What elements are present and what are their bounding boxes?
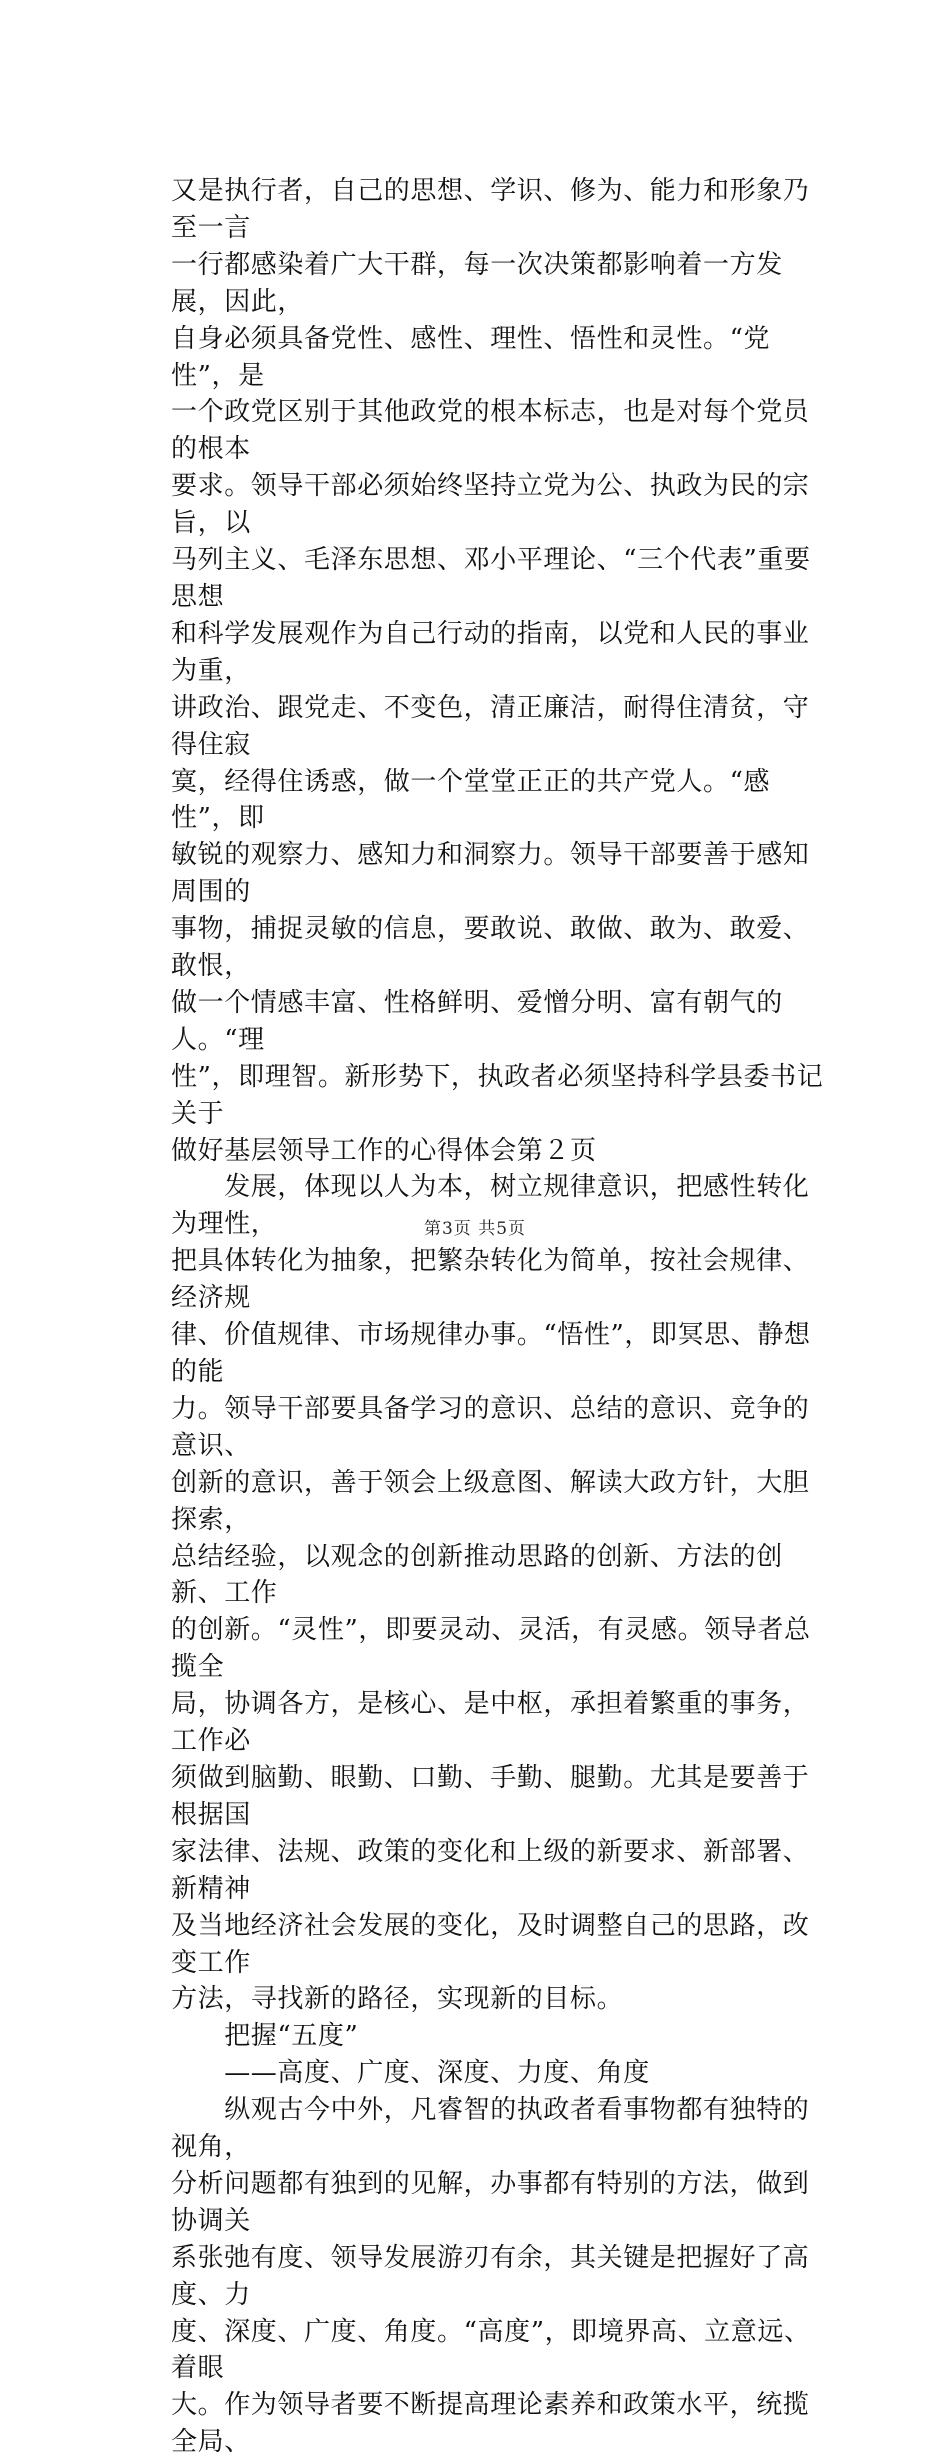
section-heading: 把握“五度” — [171, 2021, 359, 2052]
paragraph-3: 纵观古今中外，凡睿智的执政者看事物都有独特的视角， 分析问题都有独到的见解，办事都有特别的方法，做到协调关 系张弛有度、领导发展游刃有余，其关键是把握好了高度、力 度、深度、广度、角度。“高度”，即境界高、立意远、着眼 大。作为领导者要不断提高理论素养和政策水平，统揽全局、 — [171, 2095, 811, 2458]
section-subheading: ——高度、广度、深度、力度、角度 — [171, 2058, 650, 2089]
paragraph-2: 发展，体现以人为本，树立规律意识，把感性转化为理性， 把具体转化为抽象，把繁杂转化为简单，按社会规律、经济规 律、价值规律、市场规律办事。“悟性”，即冥思、静想的能 力。领导干部要具备学习的意识、总结的意识、竞争的意识、 创新的意识，善于领会上级意图、解读大政方针，大胆探索， 总结经验，以观念的创新推动思路的创新、方法的创新、工作 的创新。“灵性”，即要灵动、灵活，有灵感。领导者总揽全 局，协调各方，是核心、是中枢，承担着繁重的事务，工作必 须做到脑勤、眼勤、口勤、手勤、腿勤。尤其是要善于根据国 家法律、法规、政策的变化和上级的新要求、新部署、新精神 及当地经济社会发展的变化，及时调整自己的思路，改变工作 方法，寻找新的路径，实现新的目标。 — [171, 1172, 811, 2015]
page-footer: 第3页 共5页 — [423, 1219, 527, 1239]
paragraph-1: 又是执行者，自己的思想、学识、修为、能力和形象乃至一言 一行都感染着广大干群，每一次决策都影响着一方发展，因此， 自身必须具备党性、感性、理性、悟性和灵性。“党性”，是 一个政党区别于其他政党的根本标志，也是对每个党员的根本 要求。领导干部必须始终坚持立党为公、执政为民的宗旨，以 马列主义、毛泽东思想、邓小平理论、“三个代表”重要思想 和科学发展观作为自己行动的指南，以党和人民的事业为重， 讲政治、跟党走、不变色，清正廉洁，耐得住清贫，守得住寂 寞，经得住诱惑，做一个堂堂正正的共产党人。“感性”，即 敏锐的观察力、感知力和洞察力。领导干部要善于感知周围的 事物，捕捉灵敏的信息，要敢说、敢做、敢为、敢爱、敢恨， 做一个情感丰富、性格鲜明、爱憎分明、富有朝气的人。“理 性”，即理智。新形势下，执政者必须坚持科学县委书记关于 做好基层领导工作的心得体会第２页 — [171, 176, 824, 1166]
document-body — [171, 173, 833, 2461]
